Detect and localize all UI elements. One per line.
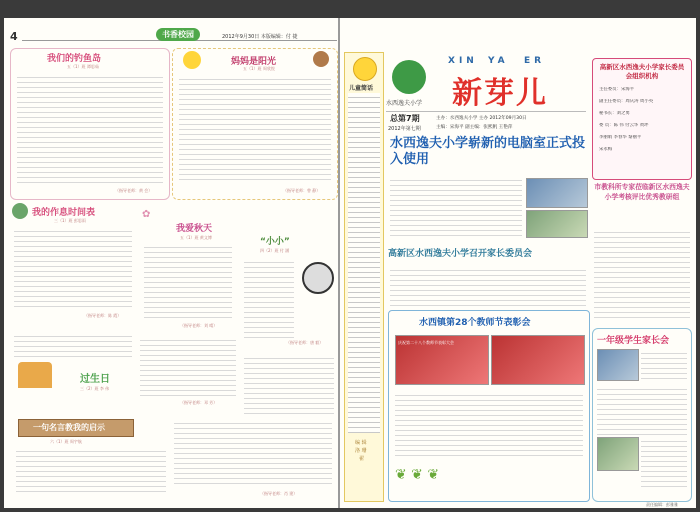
masthead-title: 新芽儿 <box>452 76 548 111</box>
issue-info-2: 主编：宋海平 副主编：张熙帆 王艳萍 <box>436 125 513 130</box>
parents-item-4: 委 员：陈 伟 付云华 黄坪 <box>599 123 649 128</box>
article-body <box>179 75 331 183</box>
article-body <box>17 73 163 183</box>
right-page <box>340 18 696 508</box>
article-body-right <box>174 419 332 487</box>
article-byline: 三（1）班 彭思雨 <box>54 218 86 223</box>
article-signature: （指导老师：陈 霞） <box>84 313 122 318</box>
article-body <box>16 447 166 495</box>
article-autumn <box>140 203 236 333</box>
expert-visit-body <box>594 228 690 320</box>
article-birthday <box>10 328 136 408</box>
parents-item-5: 李丽娟 李春华 黎丽平 <box>599 135 642 140</box>
article-title: 我的作息时间表 <box>32 208 96 218</box>
issue-rule <box>386 111 586 112</box>
smiley-icon <box>353 57 377 81</box>
teachers-day-photo-2 <box>491 335 585 385</box>
article-title: 一句名言教我的启示 <box>33 423 105 432</box>
masthead-pinyin-2: YA <box>488 56 509 66</box>
headline-first-grade: 一年级学生家长会 <box>597 336 670 346</box>
side-column-footer-2: 洛 珊 <box>355 448 367 454</box>
parents-committee-box <box>592 58 692 180</box>
left-page <box>4 18 340 508</box>
flower-icon: ✿ <box>142 209 151 220</box>
article-title: 我们的钓鱼岛 <box>47 54 102 64</box>
article-byline: 六（1）班 周宇航 <box>50 439 82 444</box>
article-signature: （指导老师：刘 晴） <box>180 323 218 328</box>
side-column-body <box>348 93 380 433</box>
article-signature: （指导老师：黄 会） <box>115 188 153 193</box>
headline-expert-visit: 市教科所专家莅临新区水西逸夫小学考核评比优秀教研组 <box>594 183 690 201</box>
sun-icon <box>183 51 201 69</box>
issue-total: 总第7期 <box>390 114 420 123</box>
article-body <box>14 332 132 360</box>
article-title: 过生日 <box>80 374 110 385</box>
cake-icon <box>18 362 52 388</box>
headline-body <box>390 176 522 236</box>
article-xiaoxiao-continued <box>244 354 334 414</box>
parent-committee-body <box>390 266 586 308</box>
side-column-footer-3: 翟 <box>359 456 365 462</box>
headline-text: 水西逸夫小学崭新的电脑室正式投入使用 <box>390 136 586 167</box>
panda-icon <box>302 262 334 294</box>
page-number: 4 <box>10 30 18 43</box>
article-mother-sunshine <box>172 48 338 200</box>
article-title: 我爱秋天 <box>176 224 213 234</box>
article-signature: （指导老师：唐 毅） <box>286 340 324 345</box>
parents-item-6: 宋永梅 <box>599 147 613 152</box>
issue-info: 主办：水西逸夫小学 主办 2012年09月30日 <box>436 116 527 121</box>
article-body <box>14 227 132 309</box>
article-byline: 五（1）班 谭思茹 <box>67 64 99 69</box>
teachers-day-body <box>395 391 583 459</box>
article-byline: 三（2）班 李 伟 <box>80 386 110 391</box>
article-byline: 五（1）班 周欣悦 <box>243 66 275 71</box>
computer-room-photo <box>526 178 588 208</box>
teachers-day-frame <box>388 310 590 502</box>
parents-item-2: 副主任委员：周庆涛 周小英 <box>599 99 654 104</box>
article-title: 妈妈是阳光 <box>231 57 277 67</box>
issue-year: 2012年第七期 <box>388 126 421 132</box>
side-column-title: 儿童简话 <box>349 85 374 92</box>
article-byline: 五（1）班 黄文博 <box>180 235 212 240</box>
first-grade-photo-2 <box>597 437 639 471</box>
article-motto <box>10 413 336 505</box>
article-title: “小小” <box>260 237 290 247</box>
section-badge: 书香校园 <box>156 28 200 41</box>
masthead-pinyin-3: ER <box>524 56 546 66</box>
article-birthday-continued <box>140 336 236 398</box>
headline-text: 高新区水西逸夫小学召开家长委员会 <box>388 249 533 259</box>
article-fishing-island <box>10 48 170 200</box>
photo-banner: 庆祝第二十八个教师节表彰大会 <box>398 340 454 345</box>
parents-box-title: 高新区水西逸夫小学家长委员会组织机构 <box>599 63 685 80</box>
article-birthday-signature: （指导老师：邓 芳） <box>180 400 218 405</box>
headline-parent-committee <box>388 246 588 262</box>
masthead-pinyin-1: XIN <box>448 56 478 66</box>
parents-item-1: 主任委员：宋海平 <box>599 87 635 92</box>
first-grade-body-3 <box>641 437 687 487</box>
first-grade-meeting <box>592 328 692 502</box>
first-grade-body <box>641 349 687 383</box>
headline-teachers-day: 水西镇第28个教师节表彰会 <box>419 318 531 328</box>
article-signature: （指导老师：肖 建） <box>260 491 298 496</box>
school-name: 水西逸夫小学 <box>386 100 423 107</box>
owl-icon <box>12 203 28 219</box>
computer-room-photo-2 <box>526 210 588 238</box>
monkey-icon <box>313 51 329 67</box>
parents-item-3: 秘书长：刘之勇 <box>599 111 630 116</box>
article-signature: （指导老师：曾 静） <box>283 188 321 193</box>
article-schedule <box>10 203 136 323</box>
first-grade-body-2 <box>597 385 687 435</box>
motto-banner <box>18 419 134 437</box>
side-column-footer-1: 编 辑 <box>355 440 367 446</box>
article-body <box>144 243 232 319</box>
school-logo <box>392 60 426 94</box>
article-byline: 四（2）班 付 涵 <box>260 248 290 253</box>
headline-computer-room <box>390 136 586 168</box>
header-info: 2012年9月30日 本版编辑：付 捷 <box>222 34 298 40</box>
article-xiaoxiao <box>240 218 336 348</box>
first-grade-photo <box>597 349 639 381</box>
teachers-day-photo-1 <box>395 335 489 385</box>
leaf-decoration: ❦ ❦ ❦ <box>395 467 440 483</box>
article-body <box>244 258 294 338</box>
footer-editor: 责任编辑：彭雅雅 <box>646 502 678 507</box>
side-column <box>344 52 384 502</box>
